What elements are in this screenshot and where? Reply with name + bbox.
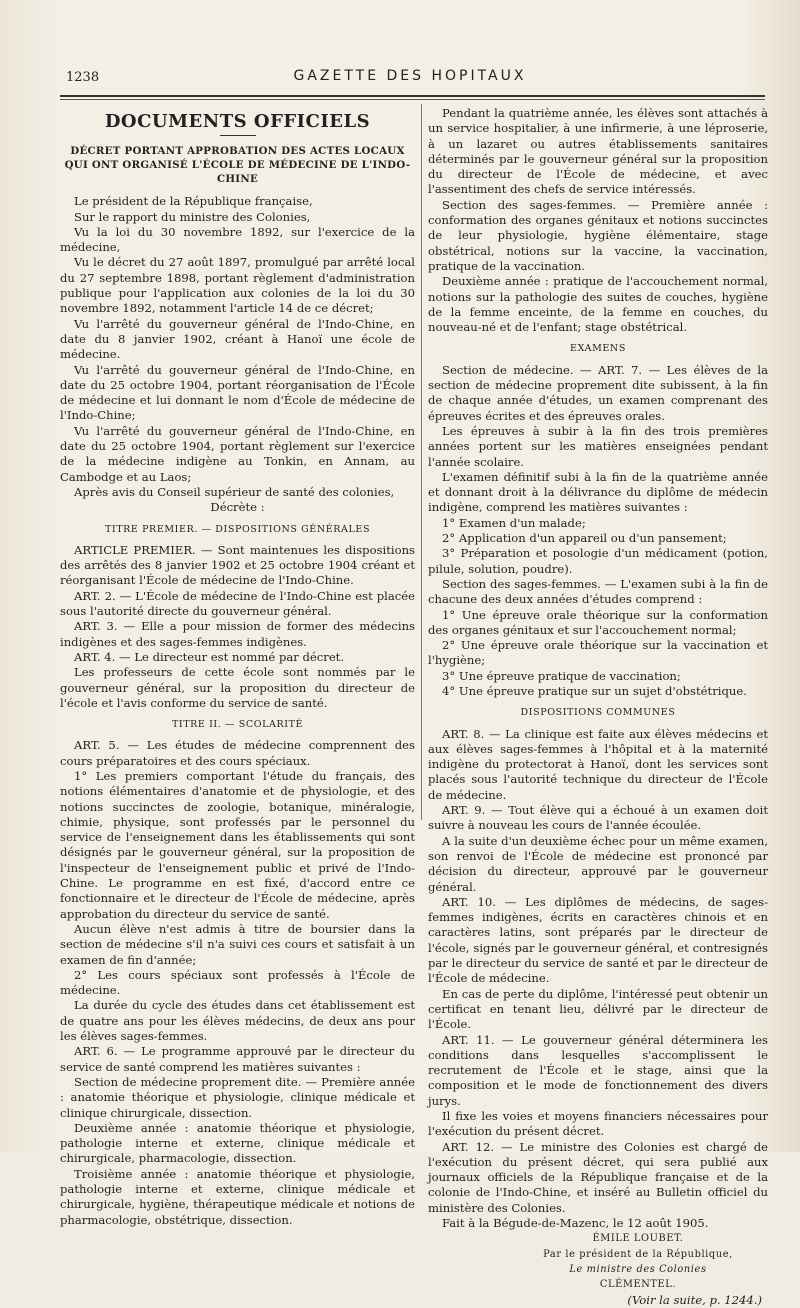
decree-word: Décrète : [210,500,265,515]
paragraph: Fait à la Bégude-de-Mazenc, le 12 août 1905. [442,1216,709,1231]
paragraph: Deuxième année : anatomie théorique et physiologie, pathologie interne et externe, clinique médicale et chirurgicale, pharmacologie, dissection. [60,1120,415,1166]
section-heading: DISPOSITIONS COMMUNES [520,707,676,719]
paragraph: Vu la loi du 30 novembre 1892, sur l'exercice de la médecine, [60,224,415,255]
paragraph: 1° Examen d'un malade; [442,515,586,530]
page-header [60,66,760,90]
paragraph: ART. 8. — La clinique est faite aux élèves médecins et aux élèves sages-femmes à l'hôpital et à la maternité indigène du protectorat à Hanoï, dont les services sont placés sous l'autorité technique du directeur de l'École de médecine. [428,726,768,802]
paragraph: L'examen définitif subi à la fin de la quatrième année et donnant droit à la délivrance du diplôme de médecin indigène, comprend les matières suivantes : [428,469,768,515]
paragraph: 2° Une épreuve orale théorique sur la vaccination et l'hygiène; [428,638,768,668]
right-column [428,106,768,1308]
paragraph: Pendant la quatrième année, les élèves sont attachés à un service hospitalier, à une infirmerie, à une léproserie, à un lazaret ou autres établissements sanitaires déterminés par le gouverneur général sur la proposition du directeur de l'École de médecine, et avec l'assentiment des chefs de service intéressés. [428,106,768,197]
paragraph: ART. 10. — Les diplômes de médecins, de sages-femmes indigènes, écrits en caractères chinois et en caractères latins, sont préparés par le directeur de l'école, signés par le gouverneur général, et contresignés par le directeur du service de santé et par le directeur de l'École de médecine. [428,894,768,986]
header-rule [60,95,765,97]
paragraph: 4° Une épreuve pratique sur un sujet d'obstétrique. [442,683,747,698]
section-heading: TITRE PREMIER. — DISPOSITIONS GÉNÉRALES [104,523,371,535]
paragraph: ART. 4. — Le directeur est nommé par décret. [74,649,345,664]
decree-title: DÉCRET PORTANT APPROBATION DES ACTES LOCAUX QUI ONT ORGANISÉ L'ÉCOLE DE MÉDECINE DE L'INDO-CHINE [64,145,411,186]
paragraph: En cas de perte du diplôme, l'intéressé peut obtenir un certificat en tenant lieu, délivré par le directeur de l'École. [428,986,768,1032]
paragraph: 2° Les cours spéciaux sont professés à l'École de médecine. [60,967,415,998]
page-number: 1238 [66,70,100,85]
paragraph: Les épreuves à subir à la fin des trois premières années portent sur les matières enseignées pendant l'année scolaire. [428,423,768,469]
paragraph: Vu l'arrêté du gouverneur général de l'Indo-Chine, en date du 8 janvier 1902, créant à Hanoï une école de médecine. [60,316,415,362]
paragraph: Deuxième année : pratique de l'accouchement normal, notions sur la pathologie des suites de couches, hygiène de la femme enceinte, de la femme en couches, du nouveau-né et de l'enfant; stage obstétrical. [428,274,768,335]
paragraph: Le président de la République française, [74,194,313,209]
paragraph: 3° Préparation et posologie d'un médicament (potion, pilule, solution, poudre). [428,546,768,576]
paragraph: ART. 5. — Les études de médecine comprennent des cours préparatoires et des cours spéciaux. [60,738,415,768]
section-title: DOCUMENTS OFFICIELS [104,111,371,132]
paragraph: Section de médecine. — ART. 7. — Les élèves de la section de médecine proprement dite subissent, à la fin de chaque année d'études, un examen comprenant des épreuves écrites et des épreuves orales. [428,362,768,423]
paragraph: ART. 6. — Le programme approuvé par le directeur du service de santé comprend les matières suivantes : [60,1044,415,1074]
paragraph: Aucun élève n'est admis à titre de boursier dans la section de médecine s'il n'a suivi ces cours et satisfait à un examen de fin d'année; [60,921,415,967]
paragraph: 2° Application d'un appareil ou d'un pansement; [442,531,727,546]
paragraph: Section des sages-femmes. — L'examen subi à la fin de chacune des deux années d'études comprend : [428,576,768,607]
running-title: GAZETTE DES HOPITAUX [293,68,527,84]
left-column [60,106,415,1228]
paragraph: Section des sages-femmes. — Première année : conformation des organes génitaux et notions succinctes de leur physiologie, hygiène élémentaire, stage obstétrical, notions sur la vaccine, la vaccination, pratique de la vaccination. [428,197,768,273]
paragraph: Vu l'arrêté du gouverneur général de l'Indo-Chine, en date du 25 octobre 1904, portant réorganisation de l'École de médecine et lui donnant le nom d'École de médecine de l'Indo-Chine; [60,362,415,423]
paragraph: ART. 3. — Elle a pour mission de former des médecins indigènes et des sages-femmes indigènes. [60,619,415,649]
paragraph: 1° Une épreuve orale théorique sur la conformation des organes génitaux et sur l'accouchement normal; [428,607,768,637]
paragraph: Il fixe les voies et moyens financiers nécessaires pour l'exécution du présent décret. [428,1109,768,1139]
paragraph: La durée du cycle des études dans cet établissement est de quatre ans pour les élèves médecins, de deux ans pour les élèves sages-femmes. [60,998,415,1044]
paragraph: Vu l'arrêté du gouverneur général de l'Indo-Chine, en date du 25 octobre 1904, portant règlement sur l'exercice de la médecine indigène au Tonkin, en Annam, au Cambodge et au Laos; [60,423,415,484]
paragraph: ART. 9. — Tout élève qui a échoué à un examen doit suivre à nouveau les cours de l'année écoulée. [428,803,768,833]
paragraph: ART. 12. — Le ministre des Colonies est chargé de l'exécution du présent décret, qui sera publié aux journaux officiels de la République française et de la colonie de l'Indo-Chine, et inséré au Bulletin officiel du ministère des Colonies. [428,1139,768,1215]
paragraph: ARTICLE PREMIER. — Sont maintenues les dispositions des arrêtés des 8 janvier 1902 et 25 octobre 1904 créant et réorganisant l'École de médecine de l'Indo-Chine. [60,542,415,588]
paragraph: ART. 2. — L'École de médecine de l'Indo-Chine est placée sous l'autorité directe du gouverneur général. [60,588,415,619]
header-rule-thin [60,99,765,100]
column-divider [421,104,422,820]
paragraph: 3° Une épreuve pratique de vaccination; [442,668,681,683]
signature: CLÉMENTEL. [599,1279,677,1291]
continuation-note: (Voir la suite, p. 1244.) [627,1292,762,1307]
paragraph: Vu le décret du 27 août 1897, promulgué par arrêté local du 27 septembre 1898, portant règlement d'administration publique pour l'application aux colonies de la loi du 30 novembre 1892, notamment l'article 14 de ce décret; [60,255,415,316]
signature-line: Par le président de la République, [543,1248,733,1260]
paragraph: Les professeurs de cette école sont nommés par le gouverneur général, sur la proposition du directeur de l'école et l'avis conforme du service de santé. [60,665,415,710]
paragraph: 1° Les premiers comportant l'étude du français, des notions élémentaires d'anatomie et de physiologie, et des notions succinctes de zoologie, botanique, minéralogie, chimie, physique, sont professés par le personnel du service de l'enseignement dans les établissements qui sont désignés par le gouverneur général, sur la proposition de l'inspecteur de l'enseignement public et privé de l'Indo-Chine. Le programme en est fixé, d'accord entre ce fonctionnaire et le directeur de l'École de médecine, après approbation du directeur du service de santé. [60,768,415,921]
signature-line: Le ministre des Colonies [569,1263,707,1275]
paragraph: Sur le rapport du ministre des Colonies, [74,209,311,224]
paragraph: Section de médecine proprement dite. — Première année : anatomie théorique et physiologie, clinique médicale et clinique chirurgicale, dissection. [60,1074,415,1120]
paragraph: ART. 11. — Le gouverneur général déterminera les conditions dans lesquelles s'accomplissent le recrutement de l'École et le stage, ainsi que la composition et le mode de fonctionnement des divers jurys. [428,1032,768,1108]
paragraph: A la suite d'un deuxième échec pour un même examen, son renvoi de l'École de médecine est prononcé par décision du directeur, approuvé par le gouverneur général. [428,833,768,894]
signature: ÉMILE LOUBET. [592,1233,684,1245]
title-rule [220,135,256,136]
paragraph: Après avis du Conseil supérieur de santé des colonies, [74,484,395,499]
section-heading: EXAMENS [570,343,626,355]
section-heading: TITRE II. — SCOLARITÉ [171,719,304,731]
paragraph: Troisième année : anatomie théorique et physiologie, pathologie interne et externe, clinique médicale et chirurgicale, hygiène, thérapeutique médicale et notions de pharmacologie, obstétrique, dissection. [60,1166,415,1227]
